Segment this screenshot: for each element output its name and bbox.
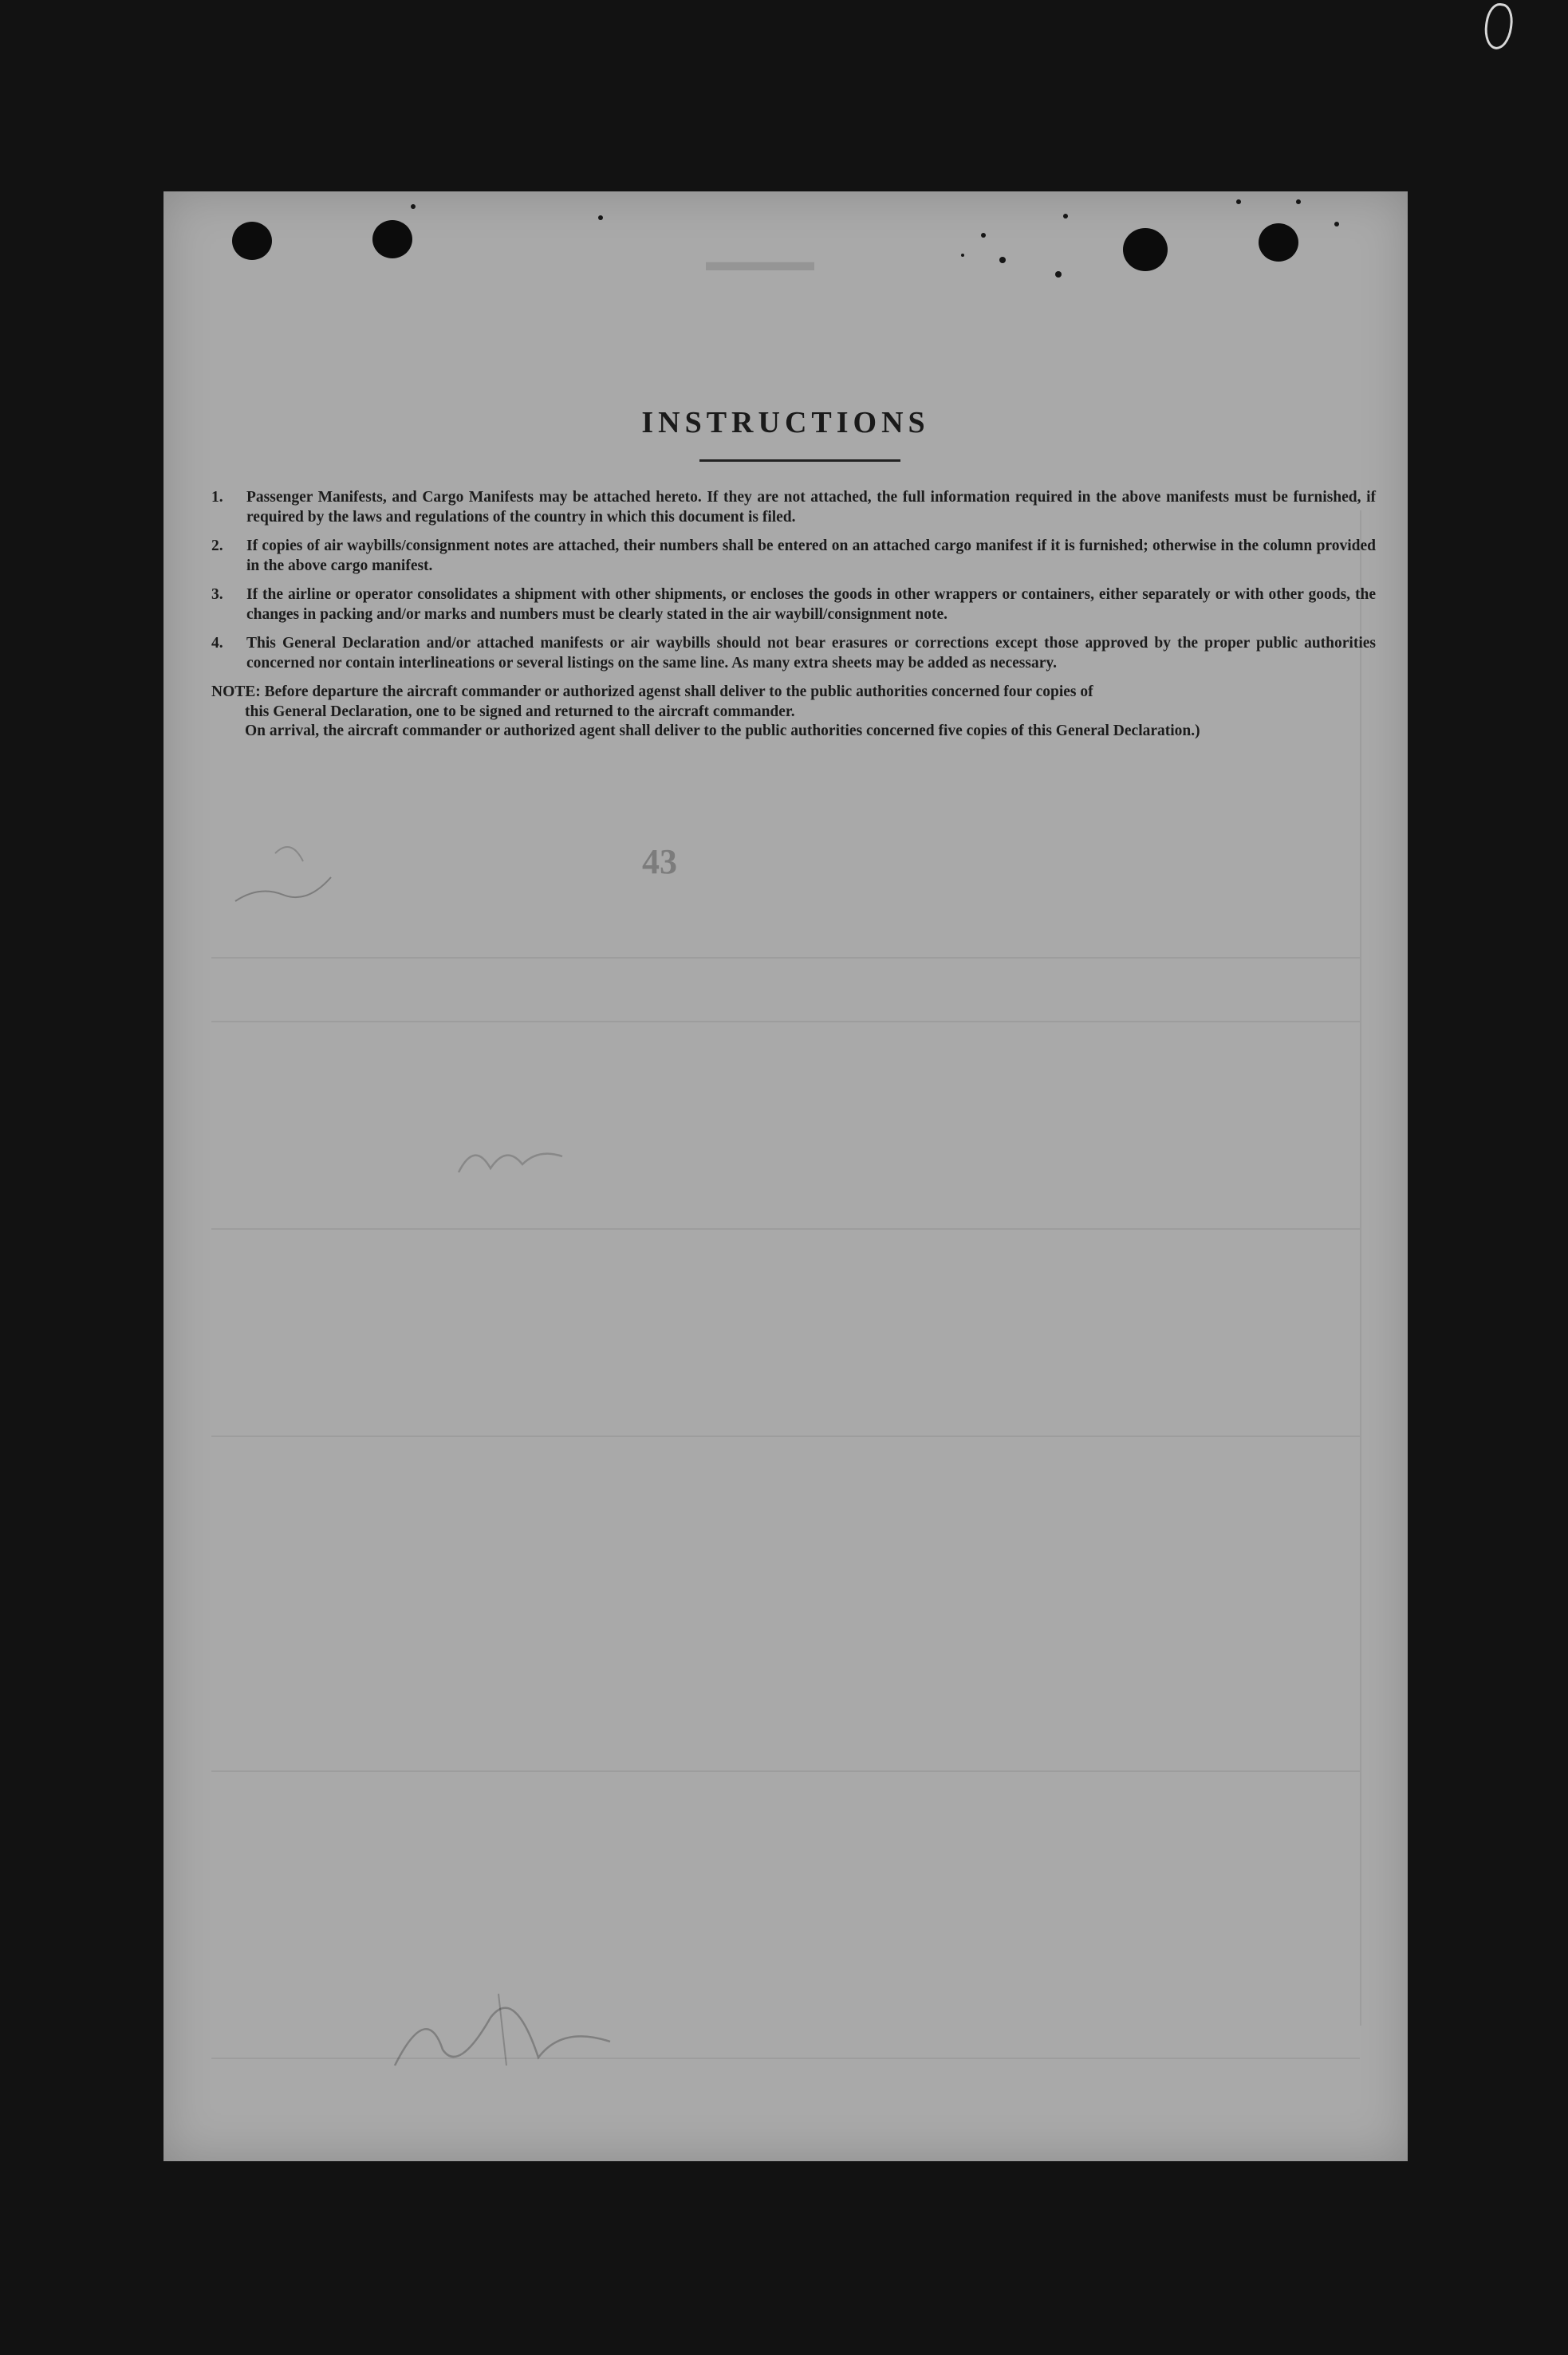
document-sheet xyxy=(163,191,1408,2161)
instruction-text: Passenger Manifests, and Cargo Manifests may be attached hereto. If they are not attached, the full information required in the above manifests must be furnished, if required by the laws and regulations of the country in which this document is filed. xyxy=(246,489,1376,526)
bleed-through-line xyxy=(211,957,1360,959)
note-line-3: On arrival, the aircraft commander or authorized agent shall deliver to the public authorities concerned five copies of this General Declaration.) xyxy=(245,723,1200,739)
instruction-item-1 xyxy=(211,488,1376,527)
speck xyxy=(411,204,416,209)
bleed-through: ▬▬▬▬ xyxy=(706,247,814,277)
punch-hole-4 xyxy=(1259,223,1298,262)
instruction-number: 2. xyxy=(211,538,223,554)
instruction-number: 4. xyxy=(211,635,223,652)
title-underline xyxy=(699,459,900,462)
instruction-text: If copies of air waybills/consignment notes are attached, their numbers shall be entered on an attached cargo manifest if it is furnished; otherwise in the column provided in the above cargo manifest. xyxy=(246,538,1376,574)
speck xyxy=(1236,199,1241,204)
bleed-through-line xyxy=(211,1435,1360,1437)
handwritten-scribble xyxy=(227,829,387,917)
speck xyxy=(598,215,603,220)
speck xyxy=(981,233,986,238)
punch-hole-1 xyxy=(232,222,272,260)
instruction-item-4 xyxy=(211,634,1376,673)
instruction-text: This General Declaration and/or attached manifests or air waybills should not bear erasures or corrections except those approved by the proper public authorities concerned nor contain interlineations or several listings on the same line. As many extra sheets may be added as necessary. xyxy=(246,635,1376,671)
instructions-list xyxy=(211,488,1376,742)
bleed-through-line xyxy=(211,1770,1360,1772)
note-line-2: this General Declaration, one to be signed and returned to the aircraft commander. xyxy=(245,703,795,720)
instruction-number: 1. xyxy=(211,489,223,506)
handwritten-scribble xyxy=(451,1132,578,1188)
speck xyxy=(1334,222,1339,226)
speck xyxy=(961,254,964,257)
stamped-number: 43 xyxy=(642,842,677,881)
note-line-1: NOTE: Before departure the aircraft commander or authorized agenst shall deliver to the public authorities concerned four copies of xyxy=(211,683,1093,700)
handwritten-signature xyxy=(379,1970,634,2081)
speck xyxy=(1296,199,1301,204)
page-title: INSTRUCTIONS xyxy=(641,406,930,439)
instruction-item-2 xyxy=(211,537,1376,576)
speck xyxy=(999,257,1006,263)
speck xyxy=(1055,271,1062,278)
speck xyxy=(1063,214,1068,219)
bleed-through-line xyxy=(211,1021,1360,1022)
instruction-text: If the airline or operator consolidates a shipment with other shipments, or encloses the goods in other wrappers or containers, either separately or with other goods, the changes in packing and/or marks and numbers must be clearly stated in the air waybill/consignment note. xyxy=(246,586,1376,623)
punch-hole-2 xyxy=(372,220,412,258)
instruction-item-3 xyxy=(211,585,1376,624)
instruction-number: 3. xyxy=(211,586,223,603)
corner-pencil-mark xyxy=(1482,2,1515,51)
punch-hole-3 xyxy=(1123,228,1168,271)
note-block xyxy=(211,683,1376,742)
bleed-through-line xyxy=(211,1228,1360,1230)
